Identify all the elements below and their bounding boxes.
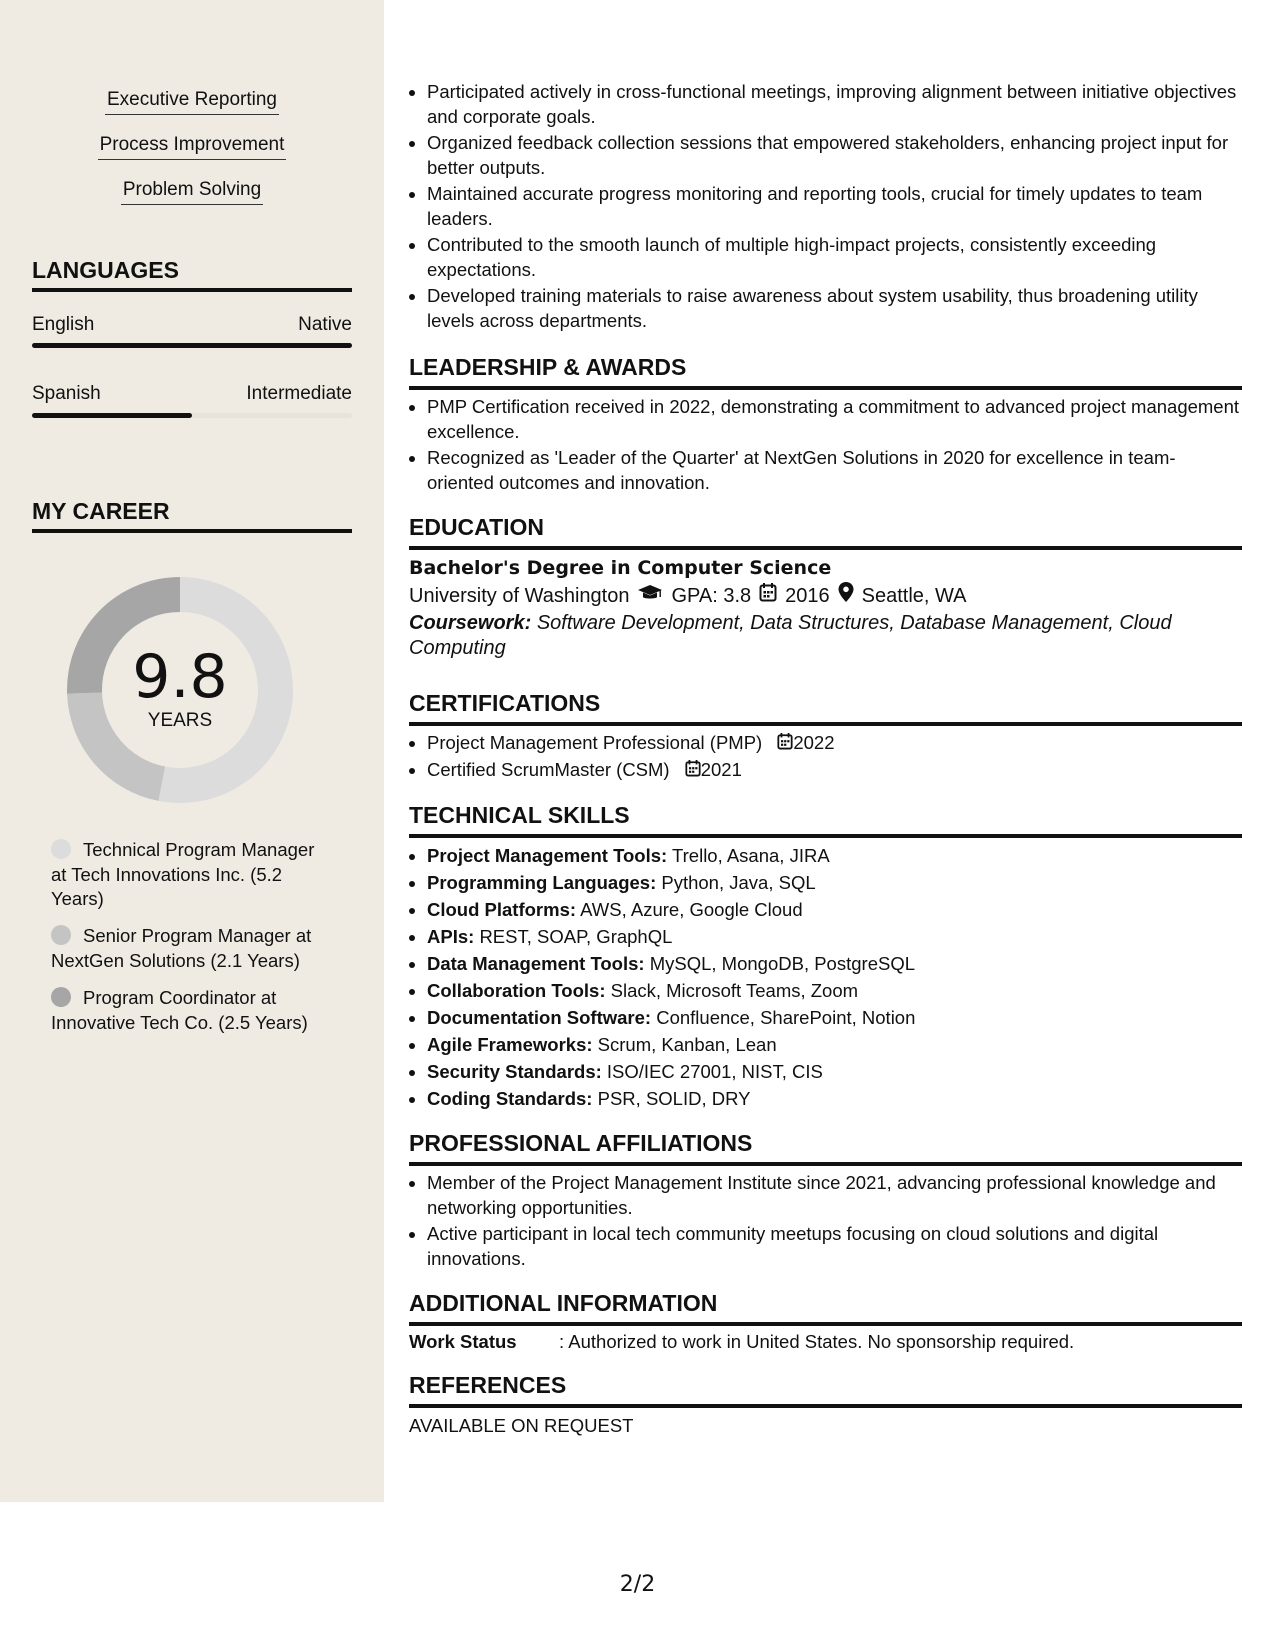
page-number: 2/2 xyxy=(619,1572,656,1597)
calendar-icon xyxy=(759,581,777,611)
career-legend-item: Senior Program Manager at NextGen Solutions (2.1 Years) xyxy=(51,925,312,971)
donut-center xyxy=(66,576,294,804)
affiliations-list xyxy=(409,1171,1242,1273)
references-heading: REFERENCES xyxy=(409,1371,1242,1408)
experience-bullets xyxy=(409,80,1242,335)
language-row xyxy=(32,313,352,337)
technical-skills-heading: TECHNICAL SKILLS xyxy=(409,801,1242,838)
list-item: • Documentation Software: Confluence, SharePoint, Notion xyxy=(427,1005,1242,1030)
work-status-label: Work Status xyxy=(409,1331,517,1352)
list-item: • Coding Standards: PSR, SOLID, DRY xyxy=(427,1086,1242,1111)
legend-dot xyxy=(51,839,71,859)
education-entry xyxy=(409,556,1242,661)
list-item: • APIs: REST, SOAP, GraphQL xyxy=(427,924,1242,949)
language-level: Intermediate xyxy=(246,383,352,404)
legend-dot xyxy=(51,925,71,945)
languages-heading: LANGUAGES xyxy=(32,256,352,292)
career-heading: MY CAREER xyxy=(32,497,352,533)
career-total-unit: YEARS xyxy=(147,710,213,731)
language-name: Spanish xyxy=(32,383,101,404)
degree-title: Bachelor's Degree in Computer Science xyxy=(409,557,832,579)
list-item: • Developed training materials to raise awareness about system usability, thus broadening utility levels across departments. xyxy=(427,284,1242,333)
language-proficiency-bar xyxy=(32,413,352,418)
list-item: • Organized feedback collection sessions that empowered stakeholders, enhancing project input for better outputs. xyxy=(427,131,1242,180)
language-proficiency-fill xyxy=(32,343,352,348)
technical-skills-list xyxy=(409,843,1242,1113)
career-legend-item: Technical Program Manager at Tech Innovations Inc. (5.2 Years) xyxy=(51,839,315,909)
skill-item: Executive Reporting xyxy=(0,88,384,115)
gpa: GPA: 3.8 xyxy=(671,584,752,607)
career-legend-item: Program Coordinator at Innovative Tech Co. (2.5 Years) xyxy=(51,987,308,1033)
list-item: • Cloud Platforms: AWS, Azure, Google Cloud xyxy=(427,897,1242,922)
list-item: • Maintained accurate progress monitoring and reporting tools, crucial for timely updates to team leaders. xyxy=(427,182,1242,231)
list-item: • Active participant in local tech community meetups focusing on cloud solutions and digital innovations. xyxy=(427,1222,1242,1271)
language-proficiency-fill xyxy=(32,413,192,418)
list-item: • Member of the Project Management Institute since 2021, advancing professional knowledge and networking opportunities. xyxy=(427,1171,1242,1220)
graduation-year: 2016 xyxy=(785,584,830,607)
work-status-row xyxy=(409,1330,1242,1355)
calendar-icon xyxy=(685,759,701,784)
certifications-heading: CERTIFICATIONS xyxy=(409,689,1242,726)
affiliations-heading: PROFESSIONAL AFFILIATIONS xyxy=(409,1129,1242,1166)
language-name: English xyxy=(32,314,95,335)
list-item: • Project Management Professional (PMP) 2022 xyxy=(427,731,1242,756)
additional-info-heading: ADDITIONAL INFORMATION xyxy=(409,1289,1242,1326)
career-total-value: 9.8 xyxy=(132,642,228,712)
language-row xyxy=(32,382,352,406)
language-level: Native xyxy=(298,314,352,335)
coursework-value: Software Development, Data Structures, Database Management, Cloud Computing xyxy=(409,611,1172,659)
certifications-list xyxy=(409,731,1242,786)
list-item: • Programming Languages: Python, Java, SQL xyxy=(427,870,1242,895)
coursework xyxy=(409,611,1242,661)
education-heading: EDUCATION xyxy=(409,513,1242,550)
legend-dot xyxy=(51,987,71,1007)
list-item: • Contributed to the smooth launch of multiple high-impact projects, consistently exceeding expectations. xyxy=(427,233,1242,282)
list-item: • Data Management Tools: MySQL, MongoDB, PostgreSQL xyxy=(427,951,1242,976)
list-item: • Project Management Tools: Trello, Asana, JIRA xyxy=(427,843,1242,868)
work-status-value: : Authorized to work in United States. No sponsorship required. xyxy=(559,1331,1075,1352)
education-details xyxy=(409,581,1242,611)
leadership-heading: LEADERSHIP & AWARDS xyxy=(409,353,1242,390)
education-location: Seattle, WA xyxy=(861,584,967,607)
leadership-list xyxy=(409,395,1242,497)
graduation-cap-icon xyxy=(637,581,663,611)
location-pin-icon xyxy=(838,581,854,611)
school-name: University of Washington xyxy=(409,584,630,607)
references-text: AVAILABLE ON REQUEST xyxy=(409,1415,634,1436)
list-item: • Collaboration Tools: Slack, Microsoft Teams, Zoom xyxy=(427,978,1242,1003)
list-item: • Agile Frameworks: Scrum, Kanban, Lean xyxy=(427,1032,1242,1057)
career-donut-chart xyxy=(66,576,294,804)
language-proficiency-bar xyxy=(32,343,352,348)
list-item: • Participated actively in cross-functional meetings, improving alignment between initiative objectives and corporate goals. xyxy=(427,80,1242,129)
skill-item: Process Improvement xyxy=(0,133,384,160)
list-item: • PMP Certification received in 2022, demonstrating a commitment to advanced project management excellence. xyxy=(427,395,1242,444)
sidebar xyxy=(0,0,384,1502)
calendar-icon xyxy=(777,732,793,757)
skill-item: Problem Solving xyxy=(0,178,384,205)
list-item: • Security Standards: ISO/IEC 27001, NIST, CIS xyxy=(427,1059,1242,1084)
list-item: • Certified ScrumMaster (CSM) 2021 xyxy=(427,758,1242,783)
coursework-label: Coursework: xyxy=(409,611,532,634)
list-item: • Recognized as 'Leader of the Quarter' at NextGen Solutions in 2020 for excellence in team-oriented outcomes and innovation. xyxy=(427,446,1242,495)
